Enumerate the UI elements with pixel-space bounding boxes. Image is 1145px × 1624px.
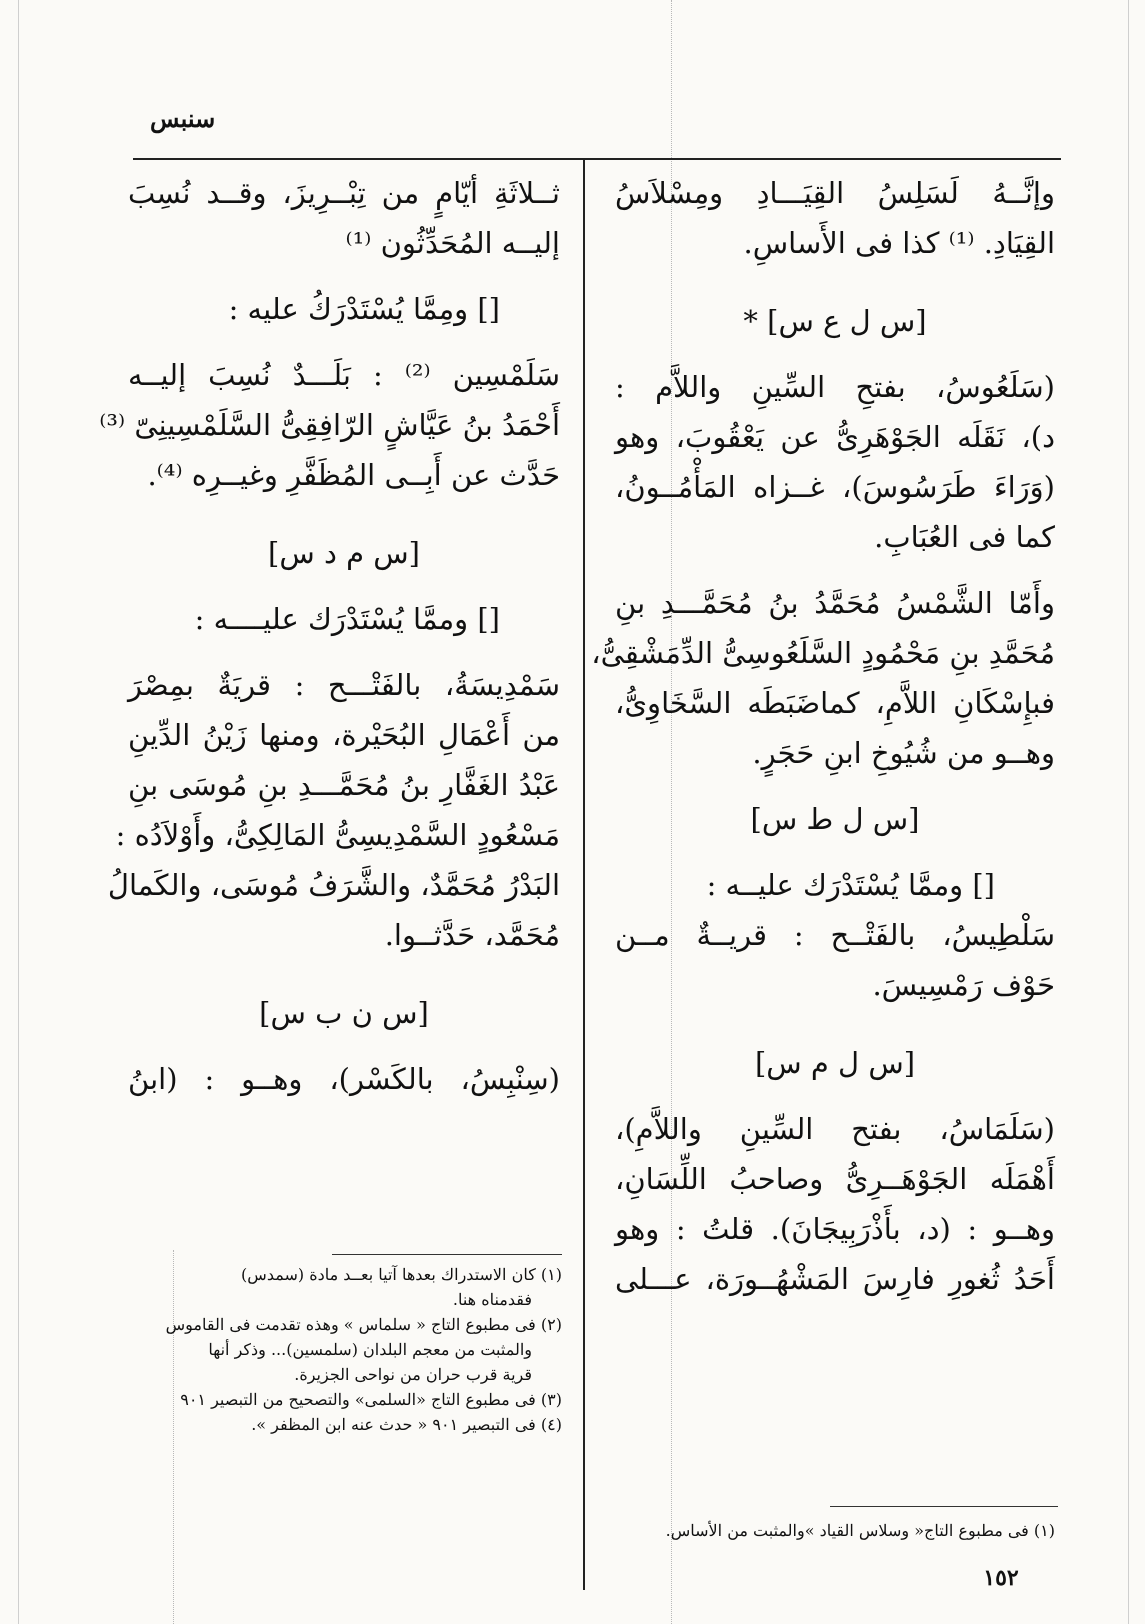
- page-number: ١٥٢: [983, 1565, 1019, 1591]
- text-line: [] ومِمَّا يُسْتَدْرَكُ عليه :: [228, 292, 500, 326]
- footnote: (١) كان الاستدراك بعدها آتيا بعــد مادة (سمدس): [241, 1265, 562, 1284]
- text-line: (سِنْبِسُ، بالكَسْر)، وهــو : (ابنُ: [128, 1062, 560, 1096]
- entry-heading: [س ل ع س] *: [743, 304, 927, 338]
- spacer: [615, 1088, 1055, 1104]
- footnote: (٢) فى مطبوع التاج « سلماس » وهذه تقدمت فى القاموس: [165, 1315, 562, 1334]
- left-column: [99, 168, 560, 1104]
- text-line: أَحَدُ ثُغورِ فارِسَ المَشْهُــورَة، عـــلى: [615, 1262, 1055, 1296]
- text-line: البَدْرُ مُحَمَّدٌ، والشَّرَفُ مُوسَى، والكَمالُ: [107, 868, 560, 902]
- spacer: [128, 960, 560, 988]
- text-line: مُحَمَّد، حَدَّثــوا.: [384, 918, 560, 952]
- footnote: (٤) فى التبصير ٩٠١ « حدث عنه ابن المظفر ».: [251, 1415, 562, 1434]
- spacer: [615, 268, 1055, 296]
- entry-heading: [س ل ط س]: [750, 802, 920, 836]
- spacer: [615, 1010, 1055, 1038]
- right-footnotes: [615, 1518, 1055, 1543]
- text-line: القِيَادِ. ⁽¹⁾ كذا فى الأَساسِ.: [743, 226, 1055, 260]
- text-line: كما فى العُبَابِ.: [874, 520, 1055, 554]
- spacer: [615, 562, 1055, 578]
- text-line: سَلْطِيسُ، بالفَتْــح : قريــةٌ مــن: [615, 918, 1055, 952]
- footnote: (١) فى مطبوع التاج« وسلاس القياد »والمثبت من الأساس.: [665, 1521, 1055, 1540]
- crop-mark: [18, 0, 19, 1624]
- text-line: (وَرَاءَ طَرَسُوسَ)، غــزاه المَأْمُــونُ،: [615, 470, 1055, 504]
- footnote-rule: [830, 1506, 1058, 1507]
- entry-heading: [س ن ب س]: [259, 996, 429, 1030]
- text-line: وهــو : (د، بأَذْرَبِيجَانَ). قلتُ : وهو: [615, 1212, 1055, 1246]
- entry-heading: [س ل م س]: [754, 1046, 916, 1080]
- text-line: حَوْف رَمْسِيسَ.: [872, 968, 1055, 1002]
- header-rule: [133, 158, 1061, 160]
- footnote-rule: [332, 1254, 562, 1255]
- text-line: (سَلَمَاسُ، بفتح السِّينِ واللاَّمِ)،: [615, 1112, 1055, 1146]
- text-line: ثــلاثَةِ أيّامٍ من تِبْــرِيزَ، وقــد نُسِبَ: [128, 176, 560, 210]
- text-line: من أَعْمَالِ البُحَيْرة، ومنها زَيْنُ الدِّينِ: [128, 718, 560, 752]
- footnote: (٣) فى مطبوع التاج «السلمى» والتصحيح من التبصير ٩٠١: [180, 1390, 562, 1409]
- crop-mark: [1128, 0, 1129, 1624]
- text-line: إليــه المُحَدِّثُون ⁽¹⁾: [345, 226, 560, 260]
- footnote: قرية قرب حران من نواحى الجزيرة.: [294, 1365, 532, 1384]
- text-line: حَدَّث عن أَبِــى المُظَفَّرِ وغيــرِه ⁽⁴⁾.: [147, 458, 560, 492]
- text-line: [] وممَّا يُسْتَدْرَك عليــه :: [706, 868, 995, 902]
- text-line: مَسْعُودٍ السَّمْدِيسِىُّ المَالِكِىُّ، وأَوْلاَدُه :: [115, 818, 560, 852]
- right-column: [591, 168, 1055, 1304]
- text-line: سَمْدِيسَةُ، بالفَتْـــح : قريَةٌ بمِصْرَ: [128, 668, 560, 702]
- text-line: عَبْدُ الغَفَّارِ بنُ مُحَمَّـــدِ بنِ مُوسَى بنِ: [128, 768, 560, 802]
- text-line: [] وممَّا يُسْتَدْرَك عليــــه :: [194, 602, 500, 636]
- text-line: وهــو من شُيُوخِ ابنِ حَجَرٍ.: [752, 736, 1055, 770]
- running-head: سنبس: [150, 104, 216, 133]
- spacer: [128, 644, 560, 660]
- text-line: (سَلَعُوسُ، بفتحِ السِّينِ واللاَّم :: [615, 370, 1055, 404]
- spacer: [128, 500, 560, 528]
- text-line: سَلَمْسِين ⁽²⁾ : بَلَـــدٌ نُسِبَ إليــه: [128, 358, 560, 392]
- column-divider: [583, 160, 585, 1590]
- spacer: [615, 346, 1055, 362]
- text-line: أَحْمَدُ بنُ عَيَّاشٍ الرّافِقِىُّ السَّلَمْسِينِىّ ⁽³⁾: [99, 408, 560, 442]
- left-footnotes: [130, 1262, 562, 1437]
- spacer: [615, 778, 1055, 794]
- footnote: والمثبت من معجم البلدان (سلمسين)... وذكر أنها: [208, 1340, 532, 1359]
- text-line: د)، نَقَلَه الجَوْهَرِىُّ عن يَعْقُوبَ، وهو: [615, 420, 1055, 454]
- text-line: أَهْمَلَه الجَوْهَــرِىُّ وصاحبُ اللِّسَانِ،: [615, 1162, 1055, 1196]
- footnote: فقدمناه هنا.: [452, 1290, 532, 1309]
- spacer: [615, 844, 1055, 860]
- text-line: مُحَمَّدِ بنِ مَحْمُودٍ السَّلَعُوسِىُّ الدِّمَشْقِىُّ،: [591, 636, 1055, 670]
- text-line: وإنَّــهُ لَسَلِسُ القِيَـــادِ ومِسْلاَسُ: [615, 176, 1055, 210]
- text-line: وأَمّا الشَّمْسُ مُحَمَّدُ بنُ مُحَمَّـــدِ بنِ: [615, 586, 1055, 620]
- spacer: [128, 1038, 560, 1054]
- text-line: فبإِسْكَانِ اللاَّمِ، كماضَبَطَه السَّخَاوِىُّ،: [615, 686, 1055, 720]
- spacer: [128, 578, 560, 594]
- spacer: [128, 334, 560, 350]
- spacer: [128, 268, 560, 284]
- entry-heading: [س م د س]: [268, 536, 420, 570]
